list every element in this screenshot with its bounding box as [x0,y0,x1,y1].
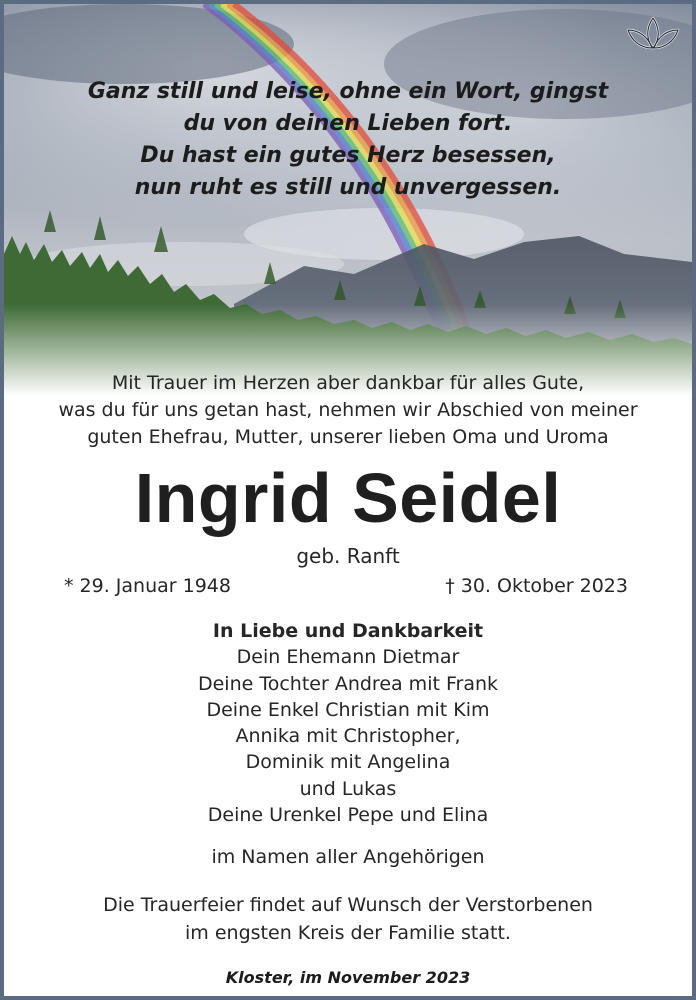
intro-line: was du für uns getan hast, nehmen wir Abschied von meiner [58,399,638,421]
family-line: Dein Ehemann Dietmar [236,646,460,669]
family-line: Deine Urenkel Pepe und Elina [207,804,489,827]
place-date: Kloster, im November 2023 [225,968,471,987]
lotus-flower-icon [624,12,682,56]
intro-line: Mit Trauer im Herzen aber dankbar für alles Gute, [111,372,585,394]
family-line: und Lukas [299,777,397,800]
memorial-poem [4,76,692,204]
birth-date: * 29. Januar 1948 [64,575,231,597]
intro-line: guten Ehefrau, Mutter, unserer lieben Oma und Uroma [87,426,609,448]
poem-line: Du hast ein gutes Herz besessen, [140,143,556,168]
relatives-note: im Namen aller Angehörigen [211,846,485,868]
death-date: † 30. Oktober 2023 [445,575,628,597]
poem-line: Ganz still und leise, ohne ein Wort, gingst [87,79,609,104]
family-line: Deine Enkel Christian mit Kim [206,698,490,721]
deceased-name: Ingrid Seidel [134,459,562,537]
birth-name: geb. Ranft [296,544,400,568]
family-line: Annika mit Christopher, [235,725,461,748]
intro-text [4,370,692,451]
family-heading: In Liebe und Dankbarkeit [212,620,484,642]
poem-line: du von deinen Lieben fort. [183,111,513,136]
poem-line: nun ruht es still und unvergessen. [134,175,562,200]
funeral-notice [4,891,692,947]
family-line: Dominik mit Angelina [245,751,451,774]
notice-line: im engsten Kreis der Familie statt. [185,922,511,944]
notice-line: Die Trauerfeier findet auf Wunsch der Verstorbenen [103,894,593,916]
family-list [4,618,692,828]
family-line: Deine Tochter Andrea mit Frank [197,672,499,695]
